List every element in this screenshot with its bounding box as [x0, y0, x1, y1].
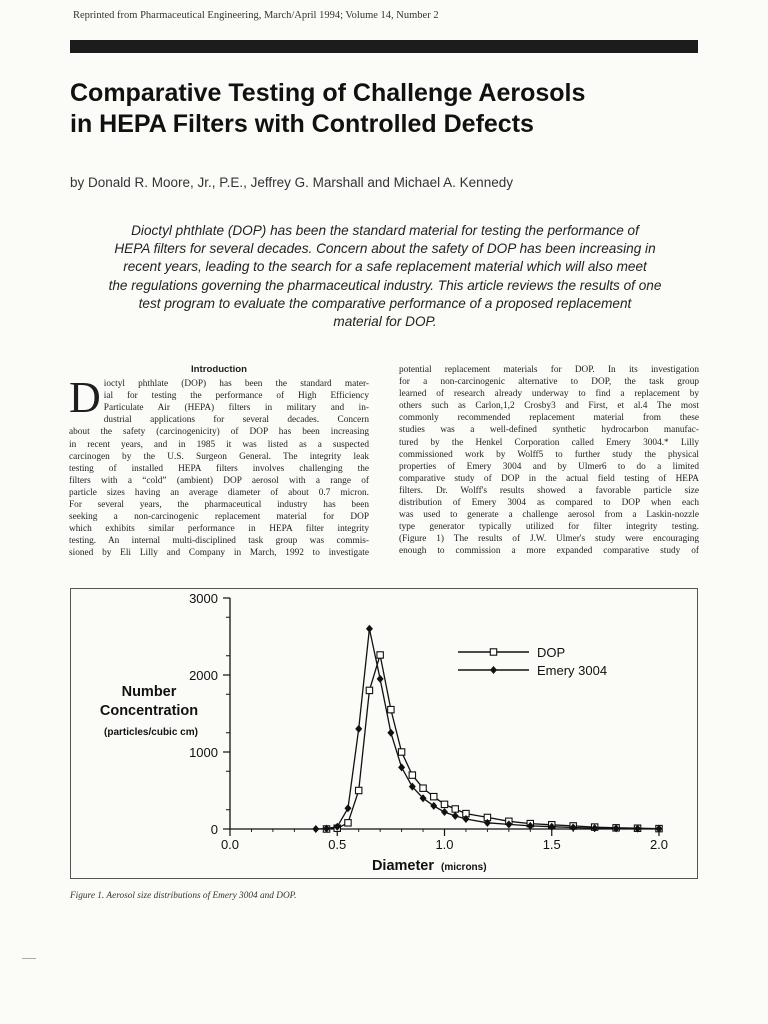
figure-caption: Figure 1. Aerosol size distributions of Emery 3004 and DOP.	[70, 891, 297, 901]
dop-marker	[409, 772, 415, 778]
text-line: seeking a non-carcinogenic replacement material for DOP	[69, 512, 369, 523]
text-line: was used to generate a challenge aerosol from a Laskin-nozzle	[399, 510, 699, 521]
dop-marker	[377, 652, 383, 658]
text-line: enough to commission a more expanded comparative study of	[399, 546, 699, 557]
emery-line	[316, 629, 659, 829]
abstract-line: the regulations governing the pharmaceutical industry. This article reviews the results of one	[108, 277, 662, 293]
abstract-line: recent years, leading to the search for a safe replacement material which will also meet	[123, 259, 647, 275]
dop-marker	[490, 649, 496, 655]
text-line: Particulate Air (HEPA) filters in military and in-	[103, 403, 369, 414]
text-line: properties of Emery 3004 and by Ulmer6 to do a limited	[399, 461, 699, 472]
chart-axis-labels	[100, 684, 487, 874]
drop-cap: D	[69, 373, 101, 423]
abstract-line: HEPA filters for several decades. Concern about the safety of DOP has been increasing in	[114, 241, 656, 257]
text-line: carcinogen by the U.S. Surgeon General. The integrity leak	[69, 451, 369, 462]
size-distribution-chart	[71, 589, 697, 878]
text-line: others such as Carlon,1,2 Crosby3 and First, et al.4 The most	[399, 401, 699, 412]
x-axis-label: Diameter	[371, 858, 434, 874]
header-rule	[70, 40, 698, 53]
text-line: commonly recommended replacement material from these	[399, 413, 699, 424]
text-line: in recent years, and in 1985 it was listed as a suspected	[69, 439, 369, 450]
dop-marker	[441, 801, 447, 807]
y-axis-label-line-1: Number	[121, 684, 177, 700]
text-line: commissioned work by Wolff5 to further study the physical	[399, 449, 699, 460]
left-column	[69, 364, 369, 560]
scan-mark	[22, 958, 36, 959]
text-line: (Figure 1) The results of J.W. Ulmer's study were encouraging	[399, 534, 699, 545]
reprint-line: Reprinted from Pharmaceutical Engineering, March/April 1994; Volume 14, Number 2	[73, 10, 439, 21]
abstract-line: test program to evaluate the comparative performance of a proposed replacement	[138, 295, 632, 311]
y-tick-label: 2000	[189, 668, 218, 683]
text-line: for a non-carcinogenic alternative to DOP, the task group	[399, 377, 699, 388]
emery-marker	[355, 725, 362, 733]
text-line: tured by the Henkel Corporation called Emery 3004.* Lilly	[399, 437, 699, 448]
emery-marker	[344, 804, 351, 812]
emery-legend-label: Emery 3004	[537, 663, 608, 678]
x-tick-label: 2.0	[649, 837, 669, 852]
abstract-line: Dioctyl phthlate (DOP) has been the standard material for testing the performance of	[131, 223, 639, 238]
text-line: comparative study of DOP in the actual field testing of HEPA	[399, 473, 699, 484]
y-tick-label: 1000	[189, 745, 218, 760]
y-tick-label: 3000	[189, 591, 218, 606]
dop-legend-label: DOP	[537, 645, 566, 660]
text-line: filters with a “cold” (ambient) DOP aerosol with a range of	[69, 475, 369, 486]
text-line: sioned by Eli Lilly and Company in March, 1992 to investigate	[69, 548, 369, 559]
x-tick-label: 1.0	[435, 837, 454, 852]
text-line: distribution of Emery 3004 as compared to DOP when each	[399, 498, 699, 509]
chart-ticks	[189, 591, 668, 852]
text-line: testing. An internal multi-disciplined task group was commis-	[69, 536, 369, 547]
y-tick-label: 0	[210, 822, 218, 837]
dop-marker	[452, 806, 458, 812]
text-line: ioctyl phthlate (DOP) has been the standard mater-	[103, 379, 369, 390]
text-line: filters. Dr. Wolff's results showed a favorable particle size	[399, 485, 699, 496]
abstract	[72, 222, 698, 331]
emery-marker	[452, 812, 459, 820]
text-line: testing of installed HEPA filters involves challenging the	[69, 463, 369, 474]
emery-marker	[387, 729, 394, 737]
emery-marker	[490, 666, 497, 674]
chart-legend	[458, 645, 607, 678]
dop-marker	[356, 787, 362, 793]
right-column	[399, 364, 699, 558]
abstract-line: material for DOP.	[333, 314, 437, 330]
emery-marker	[312, 825, 319, 833]
title-line-1: Comparative Testing of Challenge Aerosols	[70, 79, 586, 107]
dop-marker	[431, 793, 437, 799]
text-line: ial for testing the performance of High Efficiency	[103, 391, 369, 402]
emery-marker	[398, 763, 405, 771]
text-line: For several years, the pharmaceutical industry has been	[69, 500, 369, 511]
text-line: type generator typically utilized for filter integrity testing.	[399, 522, 699, 533]
text-line: learned of research already underway to find a replacement by	[399, 389, 699, 400]
text-line: potential replacement materials for DOP. In its investigation	[399, 365, 699, 375]
dop-marker	[398, 749, 404, 755]
text-line: dustrial applications for several decades. Concern	[103, 415, 369, 426]
emery-marker	[430, 802, 437, 810]
x-tick-label: 1.5	[542, 837, 561, 852]
y-axis-label-line-2: Concentration	[99, 703, 199, 719]
dop-line	[327, 655, 660, 829]
emery-marker	[366, 625, 373, 633]
dop-marker	[388, 706, 394, 712]
x-axis-units: (microns)	[441, 862, 487, 873]
chart-series	[312, 625, 662, 833]
text-line: which exhibits similar performance in HEPA filter integrity	[69, 524, 369, 535]
chart-axes	[230, 598, 659, 829]
article-title	[70, 78, 710, 140]
x-tick-label: 0.5	[328, 837, 347, 852]
title-line-2: in HEPA Filters with Controlled Defects	[70, 110, 534, 138]
figure-1	[70, 588, 698, 879]
text-line: particle sizes having an average diameter of about 0.7 micron.	[69, 487, 369, 498]
dop-series	[323, 652, 662, 832]
intro-heading: Introduction	[191, 364, 247, 375]
dop-marker	[345, 820, 351, 826]
byline: by Donald R. Moore, Jr., P.E., Jeffrey G. Marshall and Michael A. Kennedy	[70, 175, 513, 190]
text-line: about the safety (carcinogenicity) of DOP has been increasing	[69, 427, 369, 438]
dop-marker	[420, 785, 426, 791]
dop-marker	[366, 687, 372, 693]
emery-marker	[441, 808, 448, 816]
x-tick-label: 0.0	[220, 837, 240, 852]
y-axis-units: (particles/cubic cm)	[104, 727, 198, 738]
text-line: studies was a well-defined synthetic hydrocarbon manufac-	[399, 425, 699, 436]
emery-marker	[377, 675, 384, 683]
